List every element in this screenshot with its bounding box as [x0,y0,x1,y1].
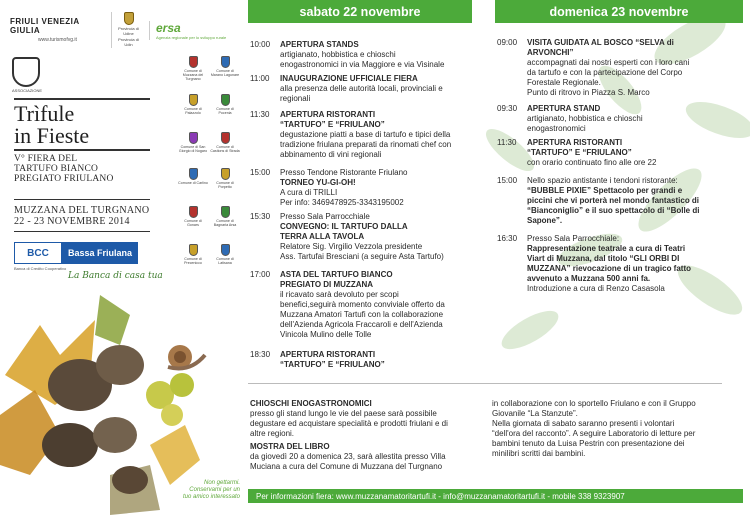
municipality-name: Comune di Gonars [184,219,202,227]
event-detail-line: artigianato, hobbistica e chioschi [527,114,643,123]
event-time: 18:30 [250,350,271,359]
event-detail-line: Nello spazio antistante i tendoni ristorante: [527,176,678,185]
municipality-name: Comune di Bagnaria Arsa [213,219,237,227]
title-rule-bottom [14,149,150,151]
crest-icon [221,56,230,68]
libro-section [492,399,742,459]
municipality-name: Comune di Carlino [178,181,208,185]
municipality-crest [178,56,208,81]
event-detail-line: Vinicola Mulino delle Tolle [280,330,372,339]
chioschi-line-3: altre regioni. [250,429,295,438]
mostra-line-2: Muciana a cura del Comune di Muzzana del Turgnano [250,462,443,471]
fvg-logo-url: www.turismofvg.it [38,37,77,43]
mostra-line-1: da giovedì 20 a domenica 23, sarà allestita presso Villa [250,452,446,461]
event-detail-line: Punto di ritrovo in Piazza S. Marco [527,88,650,97]
event-body [280,110,482,160]
chioschi-title: CHIOSCHI ENOGASTRONOMICI [250,399,372,408]
event-time: 17:00 [250,270,271,279]
sponsor-logos [10,12,240,48]
crest-icon [221,94,230,106]
municipality-crest [210,168,240,189]
event-detail-line: tradizione friulana preparati da rinomati chef con [280,140,452,149]
event-body [280,40,482,70]
subtitle-line-2: TARTUFO BIANCO [14,164,99,174]
event-detail-line: alla presenza delle autorità locali, provinciali e [280,84,443,93]
bank-logo [14,242,138,264]
event-place: MUZZANA DEL TURGNANO [14,205,150,216]
event-body [527,176,743,226]
event-detail-line: Rappresentazione teatrale a cura di Teatri [527,244,686,253]
association-hat-icon [12,57,40,87]
event-title: APERTURA RISTORANTI [280,350,376,359]
municipality-name: Comune di Castions di Strada [210,145,240,153]
bank-logo-sub: Banca di Credito Cooperativo [14,266,67,271]
event-body [280,350,482,370]
event-detail-line: con orario continuato fino alle ore 22 [527,158,657,167]
municipality-crest [210,132,240,153]
municipality-name: Comune di Precenicco [184,257,202,265]
event-body [527,138,743,168]
municipality-name: Comune di Marano Lagunare [210,69,240,77]
event-detail-line: Viart di Muzzana, dal titolo “GLI ORBI DI [527,254,680,263]
event-title: APERTURA STAND [527,104,601,113]
crest-icon [189,244,198,256]
crest-icon [189,168,198,180]
fvg-logo-text: FRIULI VENEZIA GIULIA [10,17,80,35]
event-title-line-1: Trìfule [14,101,75,126]
event-detail-line: “Bianconiglio” e il suo spettacolo di “Bolle di [527,206,700,215]
title-rule-top [14,98,150,100]
municipality-crest [210,56,240,77]
event-detail-line: avvenuto a Muzzana 500 anni fa. [527,274,651,283]
truffles [42,345,148,494]
chioschi-section [250,399,486,472]
event-title-cont: PREGIATO DI MUZZANA [280,280,374,289]
event-title: APERTURA RISTORANTI [280,110,376,119]
event-time: 15:30 [250,212,271,221]
event-body [280,270,482,340]
event-body [280,168,482,208]
event-title: TORNEO YU-GI-OH! [280,178,356,187]
event-venue: Presso Sala Parrocchiale [280,212,370,221]
event-detail-line: piccini che vi porterà nel mondo fantastico di [527,196,700,205]
place-rule [14,231,150,232]
bottom-divider [248,383,722,384]
event-title-cont: “TARTUFO” E “FRIULANO” [527,148,632,157]
event-body [280,212,482,262]
provincia-logo [111,12,141,48]
apples [146,373,194,426]
event-venue: Presso Tendone Ristorante Friulano [280,168,408,177]
bank-logo-name: Bassa Friulana [62,242,138,264]
event-time: 16:30 [497,234,518,243]
event-body [280,74,482,104]
ersa-logo-tagline: Agenzia regionale per lo sviluppo rurale [156,34,227,40]
crest-icon [221,206,230,218]
event-time: 15:00 [497,176,518,185]
event-time: 11:30 [250,110,270,119]
event-detail-line: il ricavato sarà devoluto per scopi [280,290,399,299]
chioschi-line-2: degustare ed acquistare specialità e prodotti friulani e di [250,419,448,428]
municipality-name: Comune di Porpetto [216,181,234,189]
provincia-name: Provincia di Udine [118,26,139,36]
libro-line-5: bambini tenuto da Luisa Pestrin con presentazione dei [492,439,685,448]
crest-icon [221,132,230,144]
event-dates: 22 - 23 NOVEMBRE 2014 [14,216,130,227]
subtitle-line-1: V° FIERA DEL [14,154,78,164]
crest-icon [189,94,198,106]
event-title-line-2: in Fieste [14,123,90,148]
event-body [527,234,743,294]
event-detail-line: Introduzione a cura di Renzo Casasola [527,284,665,293]
municipality-name: Comune di Palazzolo [184,107,202,115]
event-detail-line: Forestale Regionale. [527,78,601,87]
event-detail-line: enogastronomici in via Maggiore e via Visinale [280,60,445,69]
event-time: 10:00 [250,40,271,49]
event-detail-line: Sapone”. [527,216,563,225]
sunday-header: domenica 23 novembre [495,0,743,23]
event-title-cont: “TARTUFO” E “FRIULANO” [280,360,385,369]
event-subtitle [14,154,114,184]
event-detail-line: Ass. Tartufai Bresciani (a seguire Asta Tartufo) [280,252,444,261]
municipality-crest [178,244,208,265]
event-detail-line: abbinamento di vini regionali [280,150,382,159]
event-title: VISITA GUIDATA AL BOSCO “SELVA di [527,38,674,47]
municipality-crest [210,94,240,115]
municipality-name: Comune di San Giorgio di Nogaro [178,145,208,153]
municipality-crest [178,168,208,185]
sunday-schedule [497,38,743,318]
event-title-cont: ARVONCHI” [527,48,574,57]
non-gettarmi-line-2: Conservami per un [189,487,240,493]
fvg-logo [10,15,105,45]
chioschi-line-1: presso gli stand lungo le vie del paese sarà possibile [250,409,437,418]
municipality-crest [178,206,208,227]
subtitle-line-3: PREGIATO FRIULANO [14,174,114,184]
info-footer: Per informazioni fiera: www.muzzanamatoritartufi.it - info@muzzanamatoritartufi.it - mobile 338 9323907 [248,489,743,503]
event-detail-line: benefici,seguirà momento conviviale offerto da [280,300,445,309]
event-detail-line: MUZZANA” rievocazione di un tragico fatto [527,264,692,273]
crest-icon [124,12,134,25]
ersa-logo-word: ersa [156,20,181,35]
libro-line-4: “dell'ora del racconto”. A seguire Laboratorio di letture per [492,429,696,438]
association-caption: ASSOCIAZIONE [12,88,43,93]
event-time: 09:00 [497,38,518,47]
event-detail-line: enogastronomici [527,124,586,133]
libro-line-6: minilibri scritti dai bambini. [492,449,586,458]
bank-logo-bcc: BCC [14,242,62,264]
bank-slogan: La Banca di casa tua [68,271,163,281]
event-detail-line: accompagnati dai nostri esperti con i loro cani [527,58,690,67]
event-title [14,103,89,147]
mostra-title: MOSTRA DEL LIBRO [250,442,330,451]
event-title-cont: TERRA ALLA TAVOLA [280,232,365,241]
non-gettarmi-line-3: tuo amico interessato [182,494,240,500]
event-time: 15:00 [250,168,271,177]
event-detail-line: degustazione piatti a base di tartufo e tipici della [280,130,451,139]
crest-icon [189,56,198,68]
event-time: 11:00 [250,74,270,83]
municipality-name: Comune di Latisana [216,257,234,265]
municipality-crest [210,206,240,227]
non-gettarmi-note [170,480,240,501]
event-body [527,104,743,134]
crest-icon [189,132,198,144]
snail [168,345,205,369]
event-detail-line: dell'Azienda Agricola Fraccaroli e dell'Azienda [280,320,443,329]
event-detail-line: “BUBBLE PIXIE” Spettacolo per grandi e [527,186,683,195]
municipality-crest [178,94,208,115]
event-title: ASTA DEL TARTUFO BIANCO [280,270,393,279]
municipality-crest [178,132,208,153]
event-detail-line: da tartufo e con la partecipazione del Corpo [527,68,683,77]
crest-icon [189,206,198,218]
event-detail-line: regionali [280,94,311,103]
saturday-schedule [250,40,482,380]
municipality-crest [210,244,240,265]
event-title: INAUGURAZIONE UFFICIALE FIERA [280,74,418,83]
event-detail-line: Muzzana Amatori Tartufi con la collaborazione [280,310,444,319]
event-detail-line: artigianato, hobbistica e chioschi [280,50,396,59]
non-gettarmi-line-1: Non gettarmi. [203,480,240,486]
crest-icon [221,244,230,256]
event-title: APERTURA STANDS [280,40,359,49]
event-detail-line: Presso Sala Parrocchiale: [527,234,620,243]
event-body [527,38,743,98]
libro-line-2: Giovanile “La Stanzute”. [492,409,578,418]
event-detail-line: Relatore Sig. Virgilio Vezzola presidente [280,242,423,251]
event-title-cont: “TARTUFO” E “FRIULANO” [280,120,385,129]
event-place-date [14,205,149,227]
subtitle-rule [14,199,150,200]
libro-line-3: Nella giornata di sabato saranno presenti i volontari [492,419,675,428]
event-detail-line: A cura di TRILLI [280,188,338,197]
crest-icon [221,168,230,180]
provincia-name-friulano: Provincia di Udin [118,37,139,47]
municipality-name: Comune di Muzzana del Turgnano [182,69,204,81]
event-time: 11:30 [497,138,517,147]
event-title: APERTURA RISTORANTI [527,138,623,147]
ersa-logo [149,21,229,40]
event-detail-line: Per info: 3469478925-3343195002 [280,198,404,207]
municipality-name: Comune di Pocenia [216,107,234,115]
libro-line-1: in collaborazione con lo sportello Friulano e con il Gruppo [492,399,696,408]
left-column [0,0,240,515]
saturday-header: sabato 22 novembre [248,0,472,23]
event-title: CONVEGNO: IL TARTUFO DALLA [280,222,408,231]
event-time: 09:30 [497,104,518,113]
